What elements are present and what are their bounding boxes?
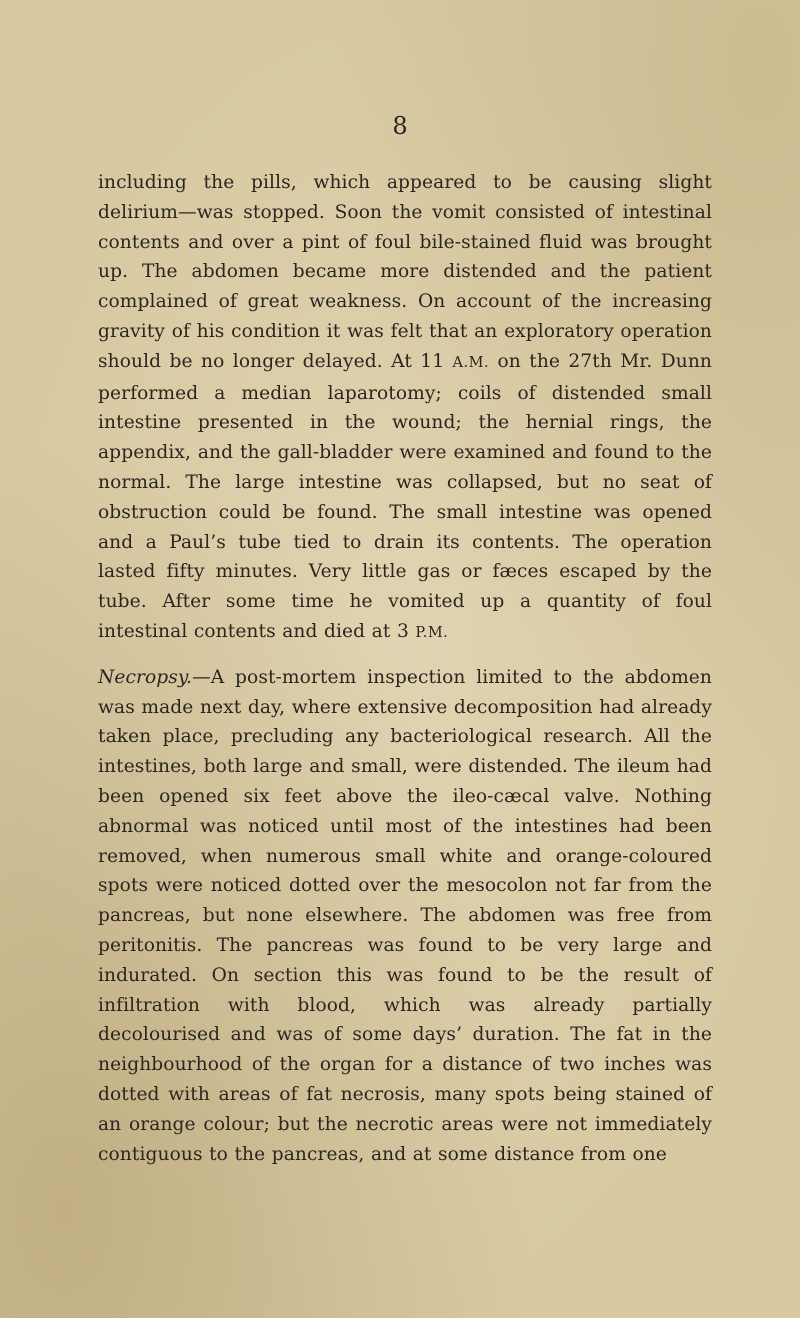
body-text bbox=[98, 168, 712, 1169]
time-afternoon: P.M. bbox=[415, 624, 449, 641]
paragraph-necropsy bbox=[98, 663, 712, 1170]
necropsy-heading: Necropsy. bbox=[98, 666, 193, 688]
necropsy-text: —A post-mortem inspection limited to the abdomen was made next day, where extensive decomposition had already taken place, precluding any bacteriological research. All the intestines, both large and small, were distended. The ileum had been opened six feet above the ileo-cæcal valve. Nothing abnormal was noticed until most of the intestines had been removed, when numerous small white and orange-coloured spots were noticed dotted over the mesocolon not far from the pancreas, but none elsewhere. The abdomen was free from peritonitis. The pancreas was found to be very large and indurated. On section this was found to be the result of infiltration with blood, which was already partially decolourised and was of some days’ duration. The fat in the neighbourhood of the organ for a distance of two inches was dotted with areas of fat necrosis, many spots being stained of an orange colour; but the necrotic areas were not immediately contiguous to the pancreas, and at some distance from one bbox=[98, 666, 712, 1165]
paragraph-clinical-course bbox=[98, 168, 712, 649]
time-morning: A.M. bbox=[452, 354, 490, 371]
paragraph-1-text-a: including the pills, which appeared to be causing slight delirium—was stopped. Soon the vomit consisted of intestinal contents and over a pint of foul bile-stained fluid was brought up. The abdomen became more distended and the patient complained of great weakness. On account of the increasing gravity of his condition it was felt that an exploratory operation should be no longer delayed. At 11 bbox=[98, 172, 712, 372]
paragraph-1-text-b: on the 27th Mr. Dunn performed a median laparotomy; coils of distended small intestine presented in the wound; the hernial rings, the appendix, and the gall-bladder were examined and found to the normal. The large intestine was collapsed, but no seat of obstruction could be found. The small intestine was opened and a Paul’s tube tied to drain its contents. The operation lasted fifty minutes. Very little gas or fæces escaped by the tube. After some time he vomited up a quantity of foul intestinal contents and died at 3 bbox=[98, 350, 712, 642]
page-number: 8 bbox=[392, 112, 408, 140]
